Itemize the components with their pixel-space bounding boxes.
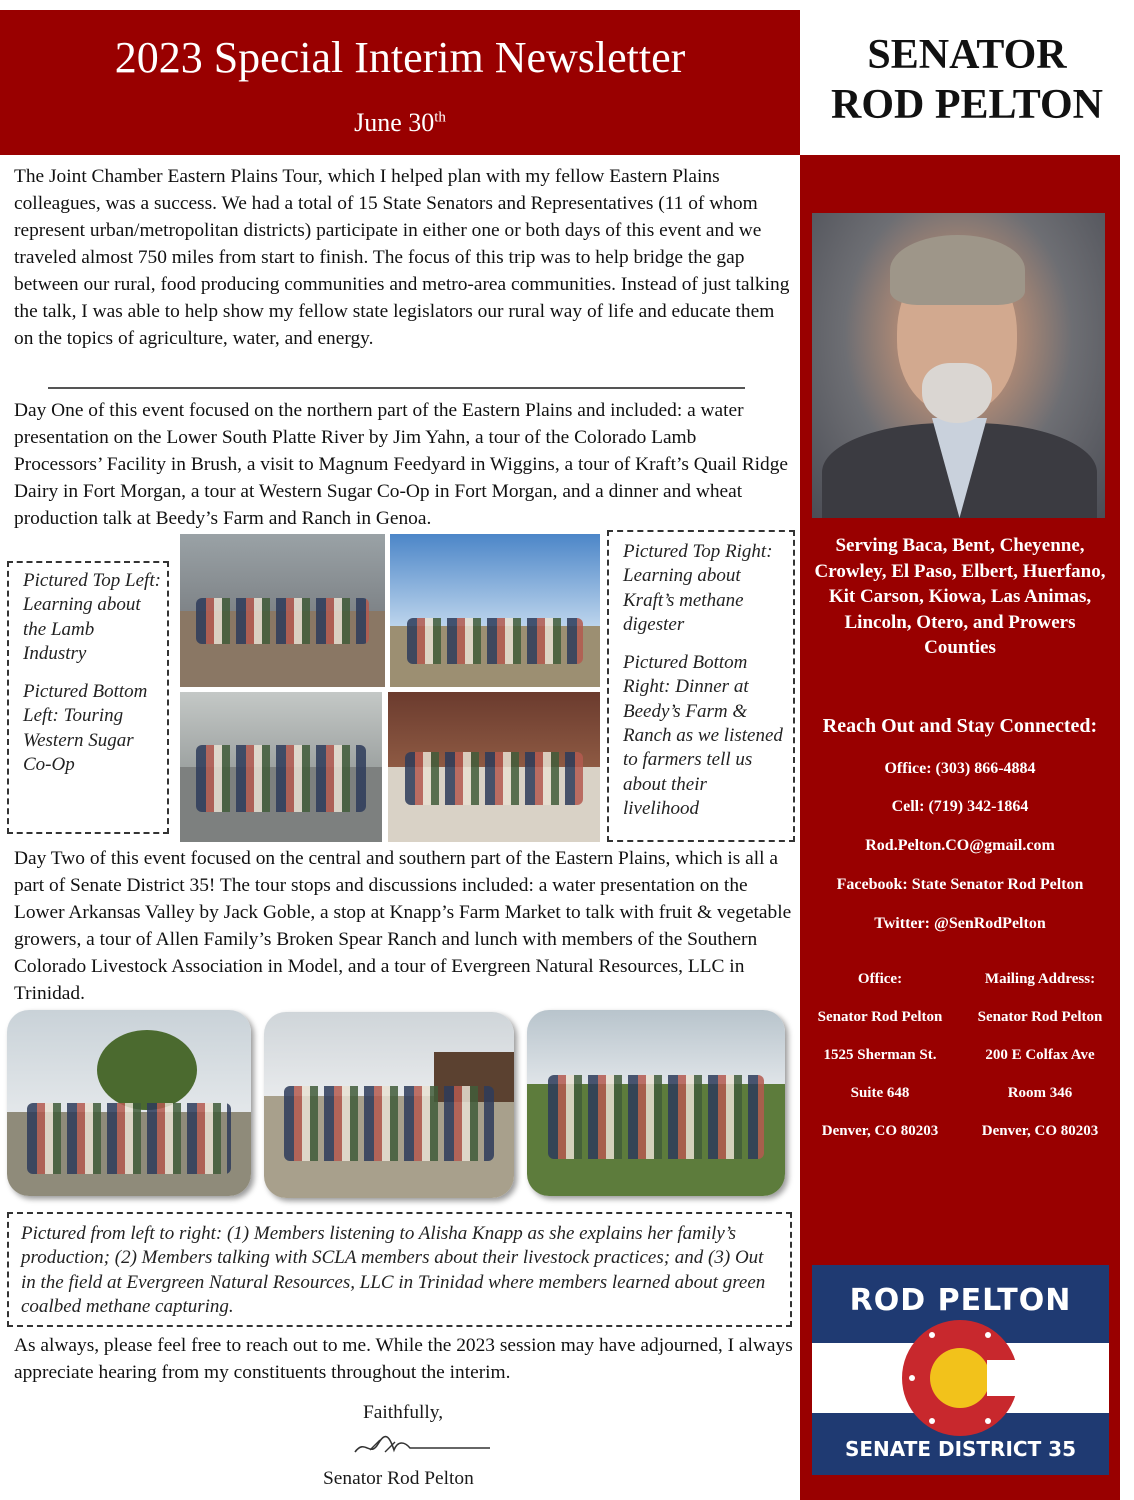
office-phone[interactable]: Office: (303) 866-4884 (884, 760, 1036, 777)
caption-bottom-row: Pictured from left to right: (1) Members listening to Alisha Knapp as she explains her family’s production; (2) Members talking with SCLA members about their livestock practices; and (3) Out in the field at Evergreen Natural Resources, LLC in Trinidad where members learned about green coalbed methane capturing. (7, 1212, 792, 1327)
office-address-line: Senator Rod Pelton (817, 1009, 943, 1025)
date-suffix: th (434, 109, 446, 126)
senator-heading-line2: ROD PELTON (831, 82, 1103, 128)
photo-kraft-digester (390, 534, 600, 687)
campaign-logo (812, 1265, 1109, 1475)
signature-name: Senator Rod Pelton (323, 1468, 474, 1489)
caption-right (607, 530, 795, 842)
faithfully: Faithfully, (363, 1402, 444, 1423)
mailing-address (960, 971, 1120, 1161)
photo-scla-members (264, 1012, 514, 1198)
mailing-address-line: Denver, CO 80203 (981, 1123, 1099, 1139)
intro-paragraph: The Joint Chamber Eastern Plains Tour, which I helped plan with my fellow Eastern Plains colleagues, was a success. We had a total of 15 State Senators and Representatives (11 of whom represent urban/metropolitan districts) participate in either one or both days of this event and we traveled almost 750 miles from start to finish. The focus of this trip was to help bridge the gap between our rural, food producing communities and metro-area communities. Instead of just talking the talk, I was able to help show my fellow state legislators our rural way of life and educate them on the topics of agriculture, water, and energy. (14, 166, 790, 349)
email-link[interactable]: Rod.Pelton.CO@gmail.com (865, 837, 1055, 854)
newsletter-date (0, 108, 800, 138)
portrait-beard (922, 363, 992, 423)
office-address-line: Suite 648 (850, 1085, 910, 1101)
day-two-paragraph: Day Two of this event focused on the central and southern part of the Eastern Plains, which is all a part of Senate District 35! The tour stops and discussions included: a water presentation on the Lower Arkansas Valley by Jack Goble, a stop at Knapp’s Farm Market to talk with fruit & vegetable growers, a tour of Allen Family’s Broken Spear Ranch and lunch with members of the Southern Colorado Livestock Association in Model, and a tour of Evergreen Natural Resources, LLC in Trinidad. (14, 848, 792, 1004)
twitter-link[interactable]: Twitter: @SenRodPelton (874, 915, 1046, 932)
sidebar (800, 155, 1120, 1500)
mailing-address-line: Senator Rod Pelton (977, 1009, 1103, 1025)
counties-served: Serving Baca, Bent, Cheyenne, Crowley, El Paso, Elbert, Huerfano, Kit Carson, Kiowa, Las Animas, Lincoln, Otero, and Prowers Counties (814, 535, 1106, 658)
caption-top-left: Pictured Top Left: Learning about the Lamb Industry (23, 570, 161, 664)
senator-heading-line1: SENATOR (867, 32, 1067, 78)
senator-heading (800, 30, 1134, 130)
office-address-line: Office: (857, 971, 903, 987)
photo-lamb-industry (180, 534, 385, 687)
caption-bottom-right: Pictured Bottom Right: Dinner at Beedy’s Farm & Ranch as we listened to farmers tell us about their livelihood (623, 652, 783, 819)
office-address-line: 1525 Sherman St. (823, 1047, 937, 1063)
mailing-address-line: 200 E Colfax Ave (985, 1047, 1095, 1063)
day-one-paragraph: Day One of this event focused on the northern part of the Eastern Plains and included: a water presentation on the Lower South Platte River by Jim Yahn, a tour of the Colorado Lamb Processors’ Facility in Brush, a visit to Magnum Feedyard in Wiggins, a tour of Kraft’s Quail Ridge Dairy in Fort Morgan, a tour at Western Sugar Co-Op in Fort Morgan, and a dinner and wheat production talk at Beedy’s Farm and Ranch in Genoa. (14, 400, 789, 529)
facebook-link[interactable]: Facebook: State Senator Rod Pelton (836, 876, 1084, 893)
date-main: June 30 (354, 108, 435, 137)
photo-beedys-dinner (388, 692, 600, 842)
mailing-address-line: Mailing Address: (984, 971, 1096, 987)
reach-out-heading: Reach Out and Stay Connected: (822, 715, 1098, 737)
caption-bottom-left: Pictured Bottom Left: Touring Western Sugar Co-Op (23, 681, 148, 776)
logo-name: ROD PELTON (849, 1283, 1072, 1318)
mailing-address-line: Room 346 (1007, 1085, 1073, 1101)
closing-paragraph: As always, please feel free to reach out to me. While the 2023 session may have adjourned, I always appreciate hearing from my constituents throughout the interim. (14, 1335, 793, 1383)
photo-western-sugar (180, 692, 382, 842)
senator-portrait (812, 213, 1105, 518)
newsletter-banner (0, 10, 800, 155)
office-address-line: Denver, CO 80203 (821, 1123, 939, 1139)
cell-phone[interactable]: Cell: (719) 342-1864 (891, 798, 1029, 815)
caption-top-right: Pictured Top Right: Learning about Kraft’s methane digester (623, 541, 773, 635)
section-divider (48, 387, 745, 389)
logo-district: SENATE DISTRICT 35 (844, 1437, 1077, 1461)
office-address (800, 971, 960, 1161)
photo-evergreen-field (527, 1010, 785, 1196)
newsletter-title: 2023 Special Interim Newsletter (114, 33, 686, 82)
portrait-hair (890, 235, 1025, 305)
caption-left (7, 561, 169, 834)
signature-scribble (350, 1430, 490, 1460)
photo-knapp-farm (7, 1010, 251, 1196)
